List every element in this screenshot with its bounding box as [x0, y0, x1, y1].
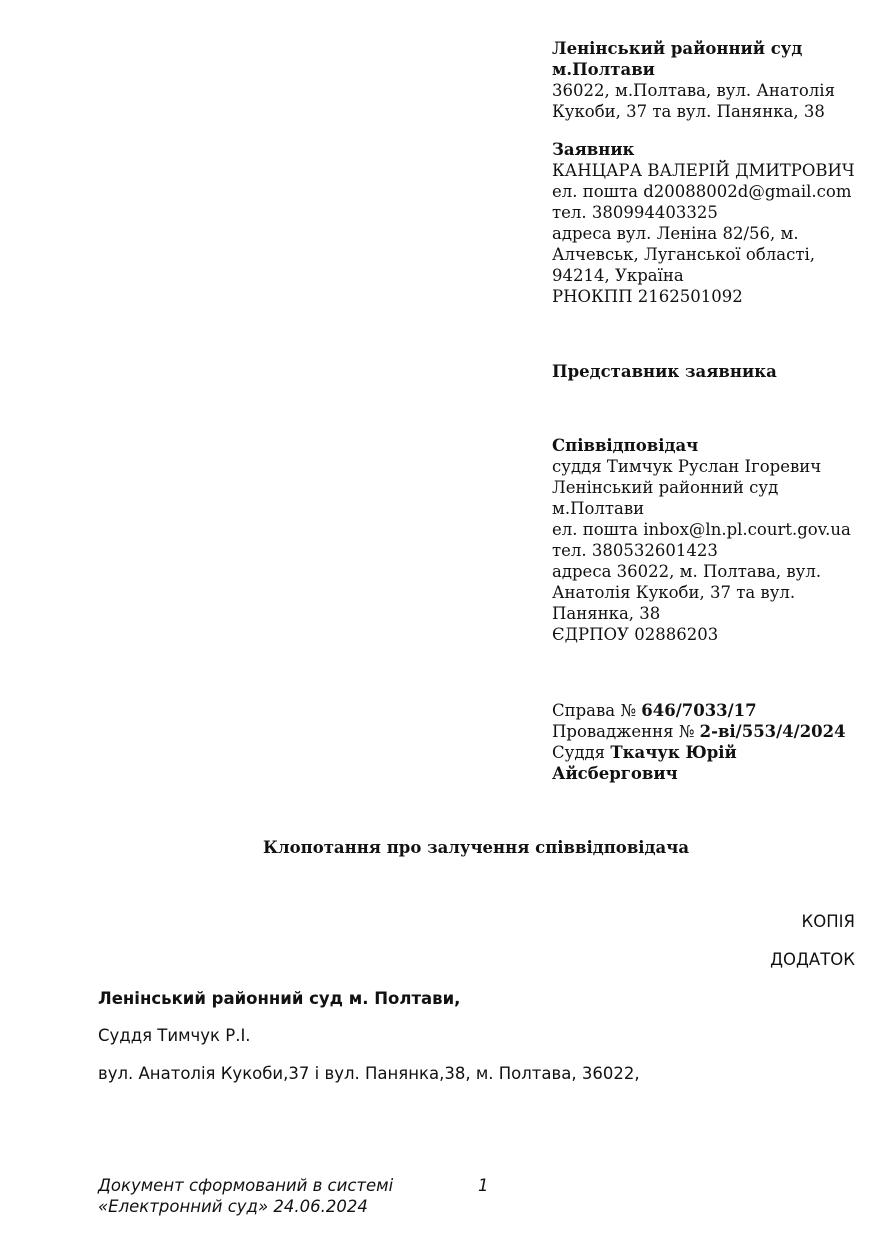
proceeding-number-line: [552, 721, 872, 742]
applicant-name: КАНЦАРА ВАЛЕРІЙ ДМИТРОВИЧ: [552, 161, 855, 180]
footer-note: [98, 1175, 393, 1217]
judge-name-line2: Айсбергович: [552, 764, 678, 783]
footer-note-line2: «Електронний суд» 24.06.2024: [98, 1197, 368, 1216]
applicant-tax-id: РНОКПП 2162501092: [552, 287, 743, 306]
co-defendant-phone: тел. 380532601423: [552, 541, 718, 560]
proceeding-label: Провадження №: [552, 722, 700, 741]
applicant-block: [552, 139, 872, 307]
case-label: Справа №: [552, 701, 642, 720]
court-name-line1: Ленінський районний суд: [552, 39, 803, 58]
applicant-phone: тел. 380994403325: [552, 203, 718, 222]
co-defendant-line3: м.Полтави: [552, 499, 645, 518]
co-defendant-email: ел. пошта inbox@ln.pl.court.gov.ua: [552, 520, 851, 539]
case-block: [552, 700, 872, 784]
representative-block: [552, 361, 872, 382]
co-defendant-line2: Ленінський районний суд: [552, 478, 779, 497]
copy-label: КОПІЯ: [801, 912, 855, 931]
document-title: Клопотання про залучення співвідповідача: [262, 838, 690, 857]
case-number: 646/7033/17: [641, 701, 757, 720]
page-number: 1: [478, 1176, 489, 1195]
judge-line: [552, 742, 872, 763]
applicant-heading: Заявник: [552, 140, 635, 159]
co-defendant-address-line2: Анатолія Кукоби, 37 та вул.: [552, 583, 796, 602]
co-defendant-edrpou: ЄДРПОУ 02886203: [552, 625, 719, 644]
footer-note-line1: Документ сформований в системі: [98, 1176, 394, 1195]
court-address-line1: 36022, м.Полтава, вул. Анатолія: [552, 81, 835, 100]
judge-label: Суддя: [552, 743, 611, 762]
applicant-address-line1: адреса вул. Леніна 82/56, м.: [552, 224, 799, 243]
addressee-street: вул. Анатолія Кукоби,37 і вул. Панянка,38, м. Полтава, 36022,: [98, 1064, 640, 1083]
representative-heading: Представник заявника: [552, 362, 777, 381]
co-defendant-line1: суддя Тимчук Руслан Ігоревич: [552, 457, 822, 476]
co-defendant-address-line1: адреса 36022, м. Полтава, вул.: [552, 562, 822, 581]
applicant-address-line2: Алчевськ, Луганської області,: [552, 245, 815, 264]
court-block: [552, 38, 872, 122]
court-address-line2: Кукоби, 37 та вул. Панянка, 38: [552, 102, 825, 121]
court-name-line2: м.Полтави: [552, 60, 655, 79]
case-number-line: [552, 700, 872, 721]
co-defendant-heading: Співвідповідач: [552, 436, 699, 455]
proceeding-number: 2-ві/553/4/2024: [699, 722, 846, 741]
annex-label: ДОДАТОК: [770, 950, 855, 969]
applicant-email: ел. пошта d20088002d@gmail.com: [552, 182, 852, 201]
addressee-judge: Суддя Тимчук Р.І.: [98, 1026, 251, 1045]
co-defendant-address-line3: Панянка, 38: [552, 604, 661, 623]
applicant-address-line3: 94214, Україна: [552, 266, 684, 285]
addressee-court: Ленінський районний суд м. Полтави,: [98, 989, 461, 1008]
judge-name-line1: Ткачук Юрій: [610, 743, 737, 762]
co-defendant-block: [552, 435, 872, 645]
